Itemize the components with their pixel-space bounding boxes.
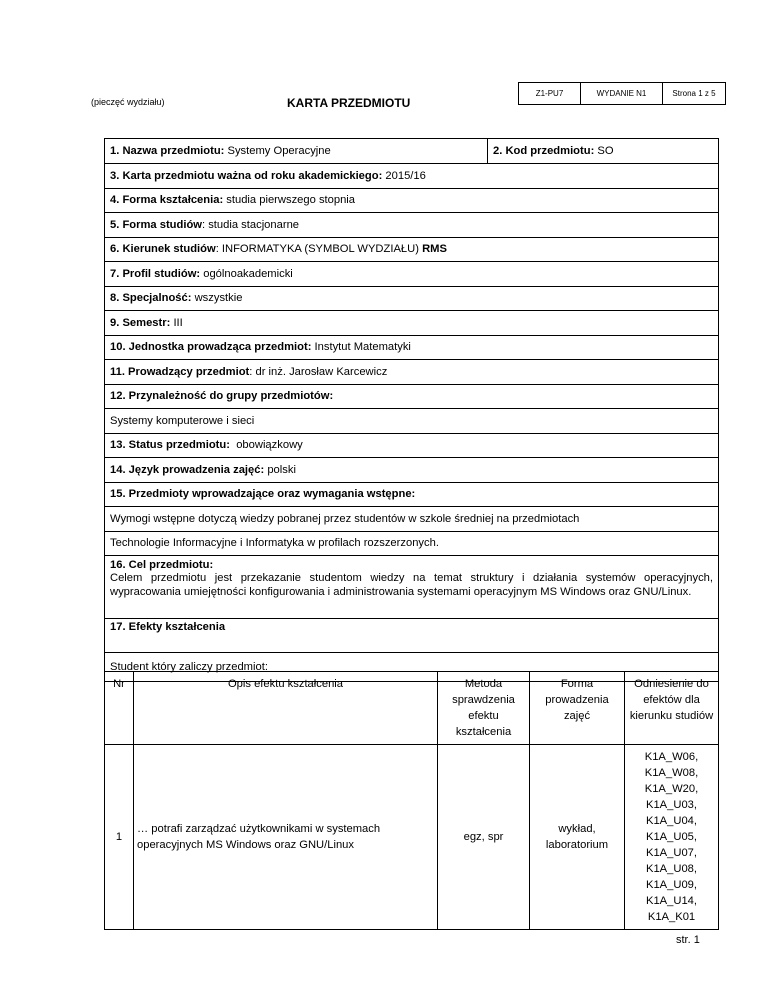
field-education-form: 4. Forma kształcenia: studia pierwszego stopnia bbox=[105, 188, 719, 213]
row-form: wykład, laboratorium bbox=[530, 745, 625, 930]
field-prerequisites-label: 15. Przedmioty wprowadzające oraz wymagania wstępne: bbox=[105, 482, 719, 507]
row-reference: K1A_W06, K1A_W08, K1A_W20, K1A_U03, K1A_U04, K1A_U05, K1A_U07, K1A_U08, K1A_U09, K1A_U14, K1A_K01 bbox=[625, 745, 719, 930]
document-code: Z1-PU7 bbox=[519, 83, 581, 104]
field-academic-year: 3. Karta przedmiotu ważna od roku akademickiego: 2015/16 bbox=[105, 164, 719, 189]
field-unit: 10. Jednostka prowadząca przedmiot: Instytut Matematyki bbox=[105, 335, 719, 360]
field-specialization: 8. Specjalność: wszystkie bbox=[105, 286, 719, 311]
header-method: Metoda sprawdzenia efektu kształcenia bbox=[438, 672, 530, 745]
field-course-code: 2. Kod przedmiotu: SO bbox=[488, 139, 719, 164]
row-description: … potrafi zarządzać użytkownikami w systemach operacyjnych MS Windows oraz GNU/Linux bbox=[134, 745, 438, 930]
row-nr: 1 bbox=[105, 745, 134, 930]
course-card-table bbox=[104, 138, 719, 682]
document-header-box bbox=[518, 82, 726, 105]
field-semester: 9. Semestr: III bbox=[105, 311, 719, 336]
page-title: KARTA PRZEDMIOTU bbox=[287, 96, 411, 110]
page-indicator: Strona 1 z 5 bbox=[672, 89, 716, 98]
field-status: 13. Status przedmiotu: obowiązkowy bbox=[105, 433, 719, 458]
field-learning-outcomes-label: 17. Efekty kształcenia bbox=[105, 619, 719, 653]
field-field-of-study: 6. Kierunek studiów: INFORMATYKA (SYMBOL WYDZIAŁU) RMS bbox=[105, 237, 719, 262]
header-reference: Odniesienie do efektów dla kierunku studiów bbox=[625, 672, 719, 745]
table-row bbox=[105, 745, 719, 930]
field-learning-outcomes-intro: Student który zaliczy przedmiot: bbox=[105, 653, 719, 682]
field-group-value: Systemy komputerowe i sieci bbox=[105, 409, 719, 434]
learning-outcomes-table bbox=[104, 671, 719, 930]
field-course-goal: 16. Cel przedmiotu: Celem przedmiotu jest przekazanie studentom wiedzy na temat struktury i działania systemów operacyjnych, wypracowania umiejętności konfigurowania i administrowania systemami operacyjnym MS Windows oraz GNU/Linux. bbox=[105, 556, 719, 619]
field-study-form: 5. Forma studiów: studia stacjonarne bbox=[105, 213, 719, 238]
header-description: Opis efektu kształcenia bbox=[134, 672, 438, 745]
field-lecturer: 11. Prowadzący przedmiot: dr inż. Jarosław Karcewicz bbox=[105, 360, 719, 385]
header-form: Forma prowadzenia zajęć bbox=[530, 672, 625, 745]
field-course-name: 1. Nazwa przedmiotu: Systemy Operacyjne bbox=[105, 139, 488, 164]
faculty-stamp: (pieczęć wydziału) bbox=[91, 97, 165, 107]
field-study-profile: 7. Profil studiów: ogólnoakademicki bbox=[105, 262, 719, 287]
header-nr: Nr bbox=[105, 672, 134, 745]
page-number: str. 1 bbox=[676, 934, 700, 946]
field-language: 14. Język prowadzenia zajęć: polski bbox=[105, 458, 719, 483]
row-method: egz, spr bbox=[438, 745, 530, 930]
document-edition: WYDANIE N1 bbox=[581, 83, 663, 104]
table-header-row bbox=[105, 672, 719, 745]
field-prerequisites-line2: Technologie Informacyjne i Informatyka w profilach rozszerzonych. bbox=[105, 531, 719, 556]
field-group-label: 12. Przynależność do grupy przedmiotów: bbox=[105, 384, 719, 409]
field-prerequisites-line1: Wymogi wstępne dotyczą wiedzy pobranej przez studentów w szkole średniej na przedmiotach bbox=[105, 507, 719, 532]
